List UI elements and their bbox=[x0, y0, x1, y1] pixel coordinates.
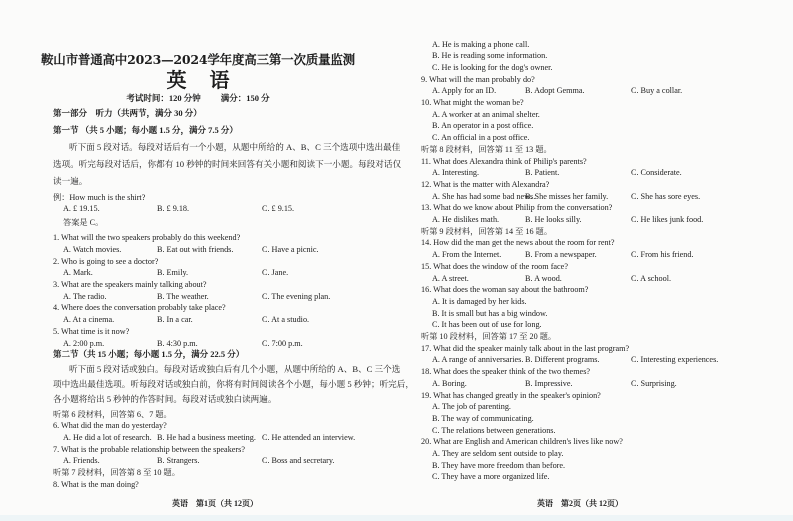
question-text: 17. What did the speaker mainly talk about in the last program? bbox=[421, 343, 630, 353]
answer-option: C. A school. bbox=[631, 273, 672, 283]
question-text: 15. What does the window of the room face? bbox=[421, 261, 568, 271]
question-text: 16. What does the woman say about the bathroom? bbox=[421, 285, 589, 295]
answer-option: B. He had a business meeting. bbox=[157, 432, 256, 442]
answer-option: B. Different programs. bbox=[525, 355, 600, 365]
answer-option: C. £ 9.15. bbox=[262, 204, 295, 214]
answer-option: B. They have more freedom than before. bbox=[432, 460, 566, 470]
subject-heading: 英 语 bbox=[166, 70, 230, 92]
answer-option: B. Impressive. bbox=[525, 378, 573, 388]
answer-option: B. She misses her family. bbox=[525, 191, 609, 201]
answer-option: A. 2:00 p.m. bbox=[63, 338, 105, 348]
question-text: 听第 8 段材料，回答第 11 至 13 题。 bbox=[421, 144, 552, 154]
instructions-line: 听下面 5 段对话或独白。每段对话或独白后有几个小题，从题中所给的 A、B、C 三个选 bbox=[69, 363, 401, 374]
answer-option: B. A wood. bbox=[525, 273, 562, 283]
question-text: 6. What did the man do yesterday? bbox=[53, 421, 167, 431]
answer-option: A. The job of parenting. bbox=[432, 402, 511, 412]
answer-option: B. 4:30 p.m. bbox=[157, 338, 198, 348]
section-heading: 第一节 （共 5 小题；每小题 1.5 分，满分 7.5 分） bbox=[53, 124, 238, 135]
answer-option: A. Interesting. bbox=[432, 168, 480, 178]
answer-option: A. At a cinema. bbox=[63, 315, 115, 325]
instructions-line: 听下面 5 段对话。每段对话后有一个小题，从题中所给的 A、B、C 三个选项中选出最佳 bbox=[69, 141, 401, 152]
answer-option: A. She has had some bad news. bbox=[432, 191, 536, 201]
answer-option: C. From his friend. bbox=[631, 250, 694, 260]
question-text: 听第 6 段材料，回答第 6、7 题。 bbox=[53, 409, 172, 419]
section-heading: 第二节（共 15 小题；每小题 1.5 分，满分 22.5 分） bbox=[53, 348, 245, 359]
answer-option: A. Mark. bbox=[63, 268, 93, 278]
question-text: 11. What does Alexandra think of Philip's parents? bbox=[421, 156, 587, 166]
scan-edge bbox=[0, 515, 793, 521]
answer-option: B. £ 9.18. bbox=[157, 204, 190, 214]
answer-option: C. Considerate. bbox=[631, 168, 682, 178]
question-text: 2. Who is going to see a doctor? bbox=[53, 256, 159, 266]
answer-option: C. He likes junk food. bbox=[631, 215, 704, 224]
answer-option: C. The evening plan. bbox=[262, 291, 331, 301]
answer-option: B. He looks silly. bbox=[525, 215, 582, 224]
answer-option: B. He is reading some information. bbox=[432, 51, 548, 61]
answer-option: A. Watch movies. bbox=[63, 244, 122, 254]
answer-option: B. The way of communicating. bbox=[432, 413, 534, 423]
answer-option: C. Interesting experiences. bbox=[631, 355, 719, 365]
exam-title: 鞍山市普通高中2023—2024学年度高三第一次质量监测 bbox=[41, 52, 355, 67]
instructions-line: 读一遍。 bbox=[53, 175, 88, 186]
answer-option: A. He dislikes math. bbox=[432, 215, 500, 224]
answer-option: A. From the Internet. bbox=[432, 250, 502, 260]
instructions-line: 各小题将给出 5 秒钟的作答时间。每段对话或独白读两遍。 bbox=[53, 393, 277, 404]
answer-option: A. They are seldom sent outside to play. bbox=[432, 449, 564, 458]
answer-option: C. Surprising. bbox=[631, 378, 677, 388]
answer-option: C. 7:00 p.m. bbox=[262, 338, 303, 348]
question-text: 13. What do we know about Philip from the conversation? bbox=[421, 203, 613, 213]
question-text: 18. What does the speaker think of the two themes? bbox=[421, 367, 591, 377]
answer-option: A. He is making a phone call. bbox=[432, 39, 530, 49]
part-heading: 第一部分 听力（共两节，满分 30 分） bbox=[53, 107, 202, 118]
instructions-line: 选项。听完每段对话后，你都有 10 秒钟的时间来回答有关小题和阅读下一小题。每段对话仅 bbox=[53, 158, 402, 169]
page-footer: 英语 第2页（共 12页） bbox=[537, 499, 623, 508]
answer-option: C. Have a picnic. bbox=[262, 244, 319, 254]
answer-option: C. Buy a collar. bbox=[631, 86, 683, 96]
example-answer: 答案是 C。 bbox=[63, 218, 104, 228]
question-text: 5. What time is it now? bbox=[53, 326, 130, 336]
answer-option: C. It has been out of use for long. bbox=[432, 320, 542, 330]
answer-option: C. Jane. bbox=[262, 268, 289, 278]
question-text: 8. What is the man doing? bbox=[53, 479, 139, 489]
answer-option: C. The relations between generations. bbox=[432, 425, 556, 435]
question-text: 20. What are English and American children's lives like now? bbox=[421, 437, 623, 447]
answer-option: C. He attended an interview. bbox=[262, 432, 356, 442]
answer-option: B. Patient. bbox=[525, 168, 560, 178]
full-score: 满分：150 分 bbox=[220, 93, 270, 103]
question-text: 听第 9 段材料，回答第 14 至 16 题。 bbox=[421, 226, 553, 236]
question-text: 19. What has changed greatly in the speaker's opinion? bbox=[421, 390, 601, 400]
answer-option: B. Strangers. bbox=[157, 456, 200, 466]
answer-option: B. Emily. bbox=[157, 268, 189, 278]
question-text: 12. What is the matter with Alexandra? bbox=[421, 179, 550, 189]
question-text: 1. What will the two speakers probably do this weekend? bbox=[53, 233, 241, 243]
question-text: 听第 10 段材料，回答第 17 至 20 题。 bbox=[421, 332, 557, 341]
answer-option: B. It is small but has a big window. bbox=[432, 308, 548, 318]
answer-option: B. The weather. bbox=[157, 291, 209, 301]
answer-option: A. A range of anniversaries. bbox=[432, 355, 524, 365]
answer-option: B. Eat out with friends. bbox=[157, 244, 234, 254]
question-text: 7. What is the probable relationship between the speakers? bbox=[53, 444, 245, 454]
page-2 bbox=[397, 0, 793, 521]
question-text: 10. What might the woman be? bbox=[421, 98, 524, 107]
question-text: 14. How did the man get the news about the room for rent? bbox=[421, 238, 615, 248]
page-footer: 英语 第1页（共 12页） bbox=[172, 499, 258, 508]
answer-option: A. A worker at an animal shelter. bbox=[432, 109, 540, 119]
answer-option: A. £ 19.15. bbox=[63, 204, 100, 214]
instructions-line: 项中选出最佳选项。听每段对话或独白前，你将有时间阅读各个小题，每小题 5 秒钟；听完后， bbox=[53, 378, 414, 389]
answer-option: A. Boring. bbox=[432, 378, 467, 388]
answer-option: C. At a studio. bbox=[262, 315, 310, 325]
answer-option: A. Friends. bbox=[63, 456, 100, 466]
answer-option: B. Adopt Gemma. bbox=[525, 86, 585, 96]
answer-option: A. He did a lot of research. bbox=[63, 432, 152, 442]
answer-option: C. She has sore eyes. bbox=[631, 191, 701, 201]
answer-option: B. An operator in a post office. bbox=[432, 121, 534, 131]
exam-time: 考试时间：120 分钟 bbox=[126, 93, 201, 103]
question-text: 9. What will the man probably do? bbox=[421, 74, 535, 84]
answer-option: C. An official in a post office. bbox=[432, 133, 530, 143]
answer-option: C. Boss and secretary. bbox=[262, 456, 335, 466]
answer-option: A. A street. bbox=[432, 273, 469, 283]
question-text: 3. What are the speakers mainly talking about? bbox=[53, 280, 207, 289]
answer-option: C. They have a more organized life. bbox=[432, 472, 550, 482]
answer-option: A. The radio. bbox=[63, 291, 107, 301]
question-text: 4. Where does the conversation probably take place? bbox=[53, 303, 226, 313]
example-question: 例：How much is the shirt? bbox=[53, 192, 146, 202]
answer-option: A. It is damaged by her kids. bbox=[432, 296, 527, 306]
question-text: 听第 7 段材料，回答第 8 至 10 题。 bbox=[53, 468, 180, 477]
exam-info bbox=[0, 92, 396, 104]
answer-option: B. In a car. bbox=[157, 315, 193, 325]
answer-option: C. He is looking for the dog's owner. bbox=[432, 62, 553, 72]
answer-option: B. From a newspaper. bbox=[525, 250, 597, 260]
answer-option: A. Apply for an ID. bbox=[432, 86, 497, 96]
